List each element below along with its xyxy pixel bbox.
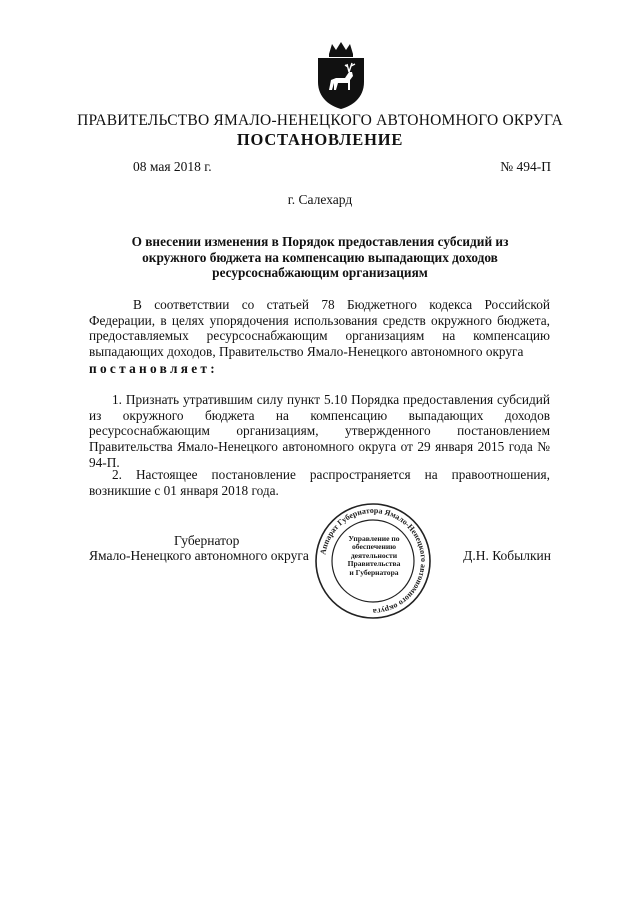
decree-item-1: 1. Признать утратившим силу пункт 5.10 Порядка предоставления субсидий из окружного бюджета на компенсацию выпадающих доходов ресурсоснабжающим организациям, утвержденного постановлением Правительства Ямало-Ненецкого автономного округа от 29 января 2015 года № 94-П. <box>89 392 550 470</box>
stamp-line: Правительства <box>347 559 401 569</box>
stamp-line: обеспечению <box>351 542 397 552</box>
signatory-region: Ямало-Ненецкого автономного округа <box>89 548 309 563</box>
stamp-line: Управление по <box>348 534 400 543</box>
preamble-paragraph: В соответствии со статьей 78 Бюджетного кодекса Российской Федерации, в целях упорядочения использования средств окружного бюджета, предоставляемых ресурсоснабжающим организациям на компенсацию выпадающих доходов, Правительство Ямало-Ненецкого автономного округа <box>89 297 550 360</box>
government-name: ПРАВИТЕЛЬСТВО ЯМАЛО-НЕНЕЦКОГО АВТОНОМНОГО ОКРУГА <box>77 112 563 129</box>
resolution-keyword: постановляет: <box>89 361 218 376</box>
document-date: 08 мая 2018 г. <box>133 159 212 174</box>
signatory-name: Д.Н. Кобылкин <box>463 548 551 563</box>
document-type: ПОСТАНОВЛЕНИЕ <box>236 130 404 149</box>
coat-of-arms-icon <box>312 42 370 110</box>
document-heading: О внесении изменения в Порядок предоставления субсидий из окружного бюджета на компенсацию выпадающих доходов ресурсоснабжающим организациям <box>131 234 509 281</box>
document-number: № 494-П <box>500 159 551 174</box>
stamp-inner-text <box>342 535 406 577</box>
stamp-line: и Губернатора <box>349 567 399 577</box>
signatory-title: Губернатор <box>174 533 240 548</box>
stamp-line: деятельности <box>350 550 398 560</box>
svg-text:Аппарат Губернатора Ямало-Нене: Аппарат Губернатора Ямало-Ненецкого автономного округа <box>318 505 429 617</box>
decree-item-2: 2. Настоящее постановление распространяется на правоотношения, возникшие с 01 января 2018 года. <box>89 467 550 498</box>
document-city: г. Салехард <box>287 192 353 207</box>
